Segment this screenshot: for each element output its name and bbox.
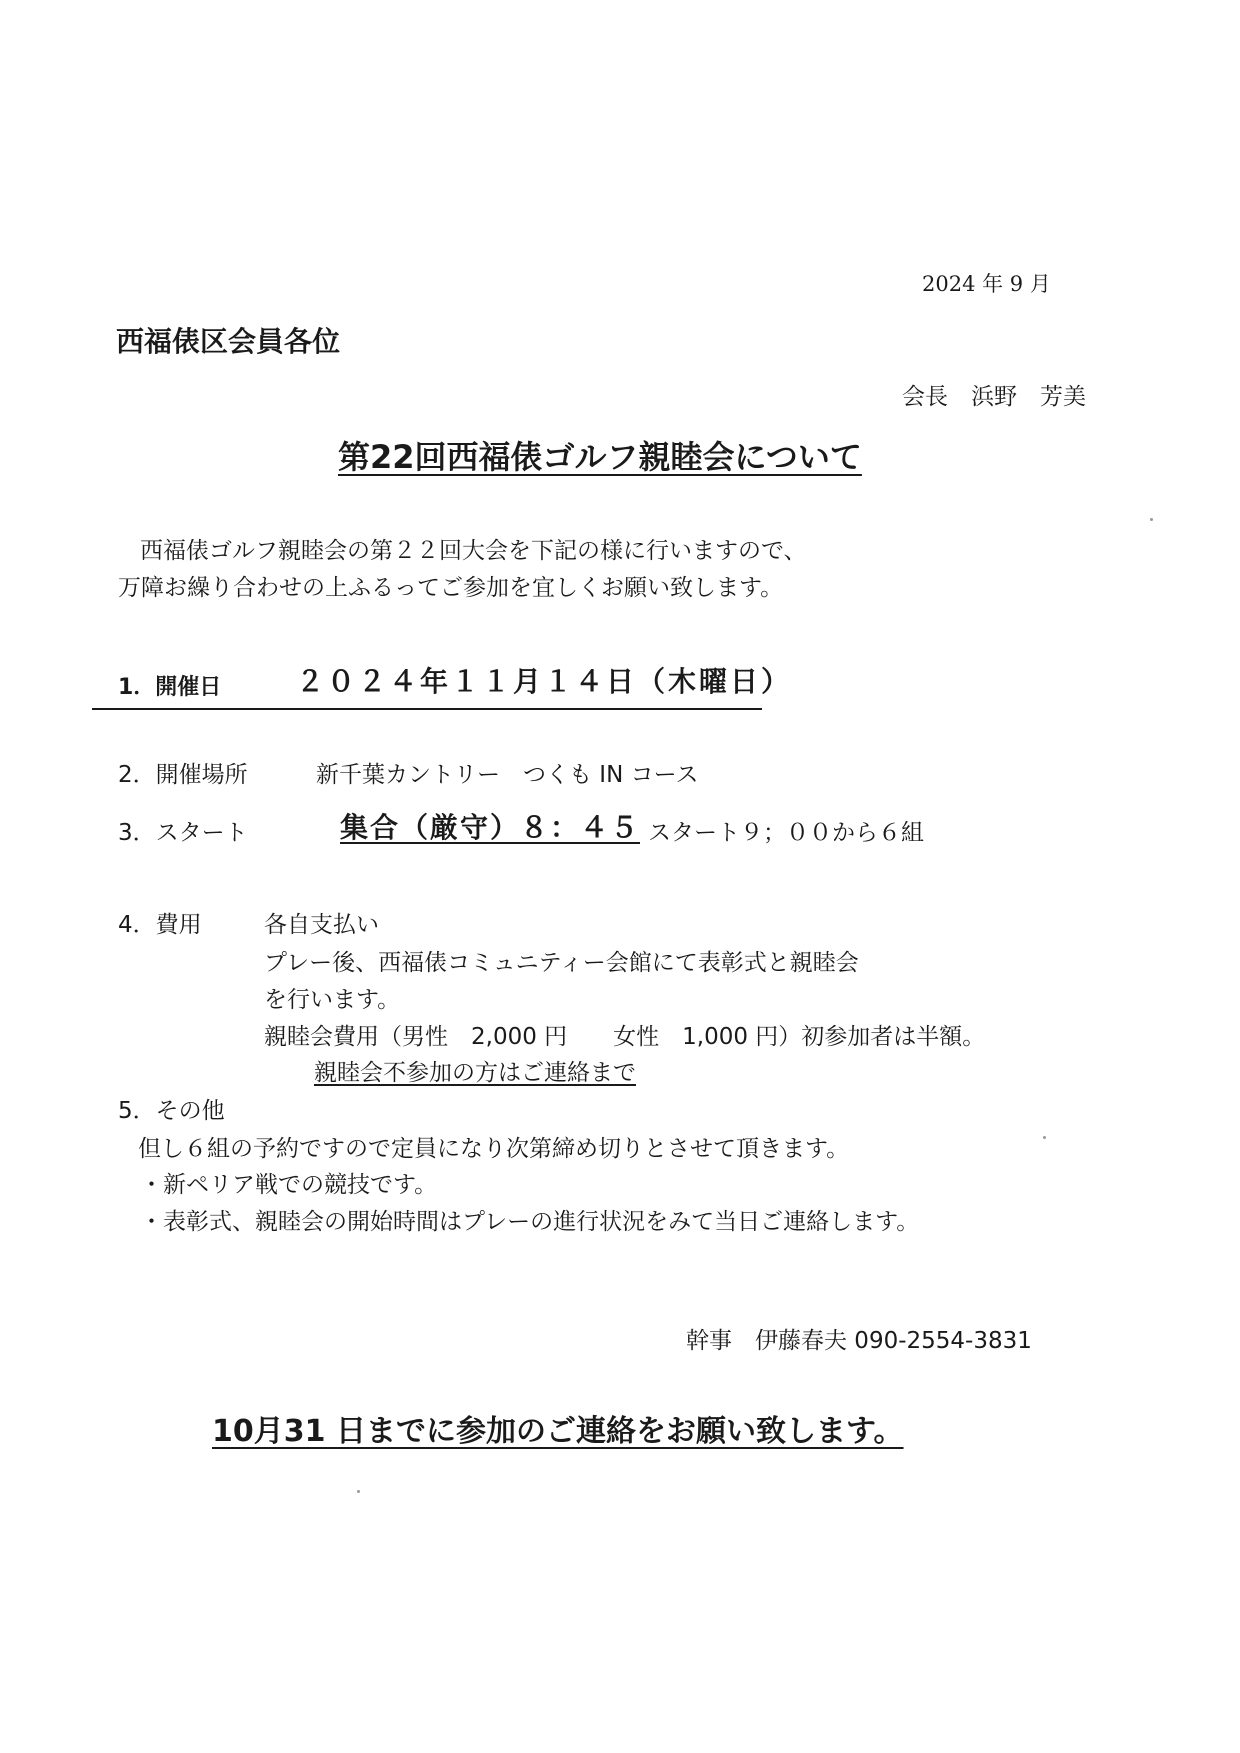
item-cost-line-5: 親睦会不参加の方はご連絡まで — [314, 1060, 636, 1086]
intro-line-1: 西福俵ゴルフ親睦会の第２２回大会を下記の様に行いますので、 — [140, 538, 807, 564]
item-cost-line-2: プレー後、西福俵コミュニティー会館にて表彰式と親睦会 — [264, 950, 859, 976]
deadline-notice: 10月31 日までに参加のご連絡をお願い致します。 — [212, 1414, 904, 1449]
item-venue-value: 新千葉カントリー つくも IN コース — [316, 762, 699, 788]
item-event-date-value: ２０２４年１１月１４日（木曜日） — [296, 665, 793, 698]
intro-line-2: 万障お繰り合わせの上ふるってご参加を宜しくお願い致します。 — [118, 575, 784, 601]
sender-president: 会長 浜野 芳美 — [902, 384, 1086, 410]
secretary-contact: 幹事 伊藤春夫 090-2554-3831 — [686, 1328, 1032, 1354]
addressee: 西福俵区会員各位 — [116, 325, 341, 358]
item-start-time: スタート９；００から６組 — [648, 820, 924, 846]
scan-speck — [1150, 518, 1153, 521]
item-cost-line-3: を行います。 — [264, 987, 401, 1013]
item-cost-line-1: 各自支払い — [264, 912, 379, 938]
document-date: 2024 年 9 月 — [922, 272, 1051, 296]
item-cost-line-4: 親睦会費用（男性 2,000 円 女性 1,000 円）初参加者は半額。 — [264, 1024, 986, 1050]
item-event-date — [92, 660, 793, 710]
scan-speck — [1043, 1136, 1046, 1139]
item-other-label: 5．その他 — [118, 1098, 225, 1124]
scan-speck — [357, 1490, 360, 1493]
item-start-label: 3．スタート — [118, 820, 248, 846]
item-other-line-2: ・新ペリア戦での競技です。 — [140, 1172, 438, 1198]
item-gather-time: 集合（厳守）８：４５ — [340, 811, 641, 844]
item-cost-label: 4．費用 — [118, 912, 202, 938]
item-venue-label: 2．開催場所 — [118, 762, 248, 788]
item-event-date-label: 1．開催日 — [118, 675, 222, 700]
item-other-line-3: ・表彰式、親睦会の開始時間はプレーの進行状況をみて当日ご連絡します。 — [140, 1209, 920, 1235]
document-title: 第22回西福俵ゴルフ親睦会について — [338, 438, 862, 476]
item-other-line-1: 但し６組の予約ですので定員になり次第締め切りとさせて頂きます。 — [138, 1136, 850, 1162]
